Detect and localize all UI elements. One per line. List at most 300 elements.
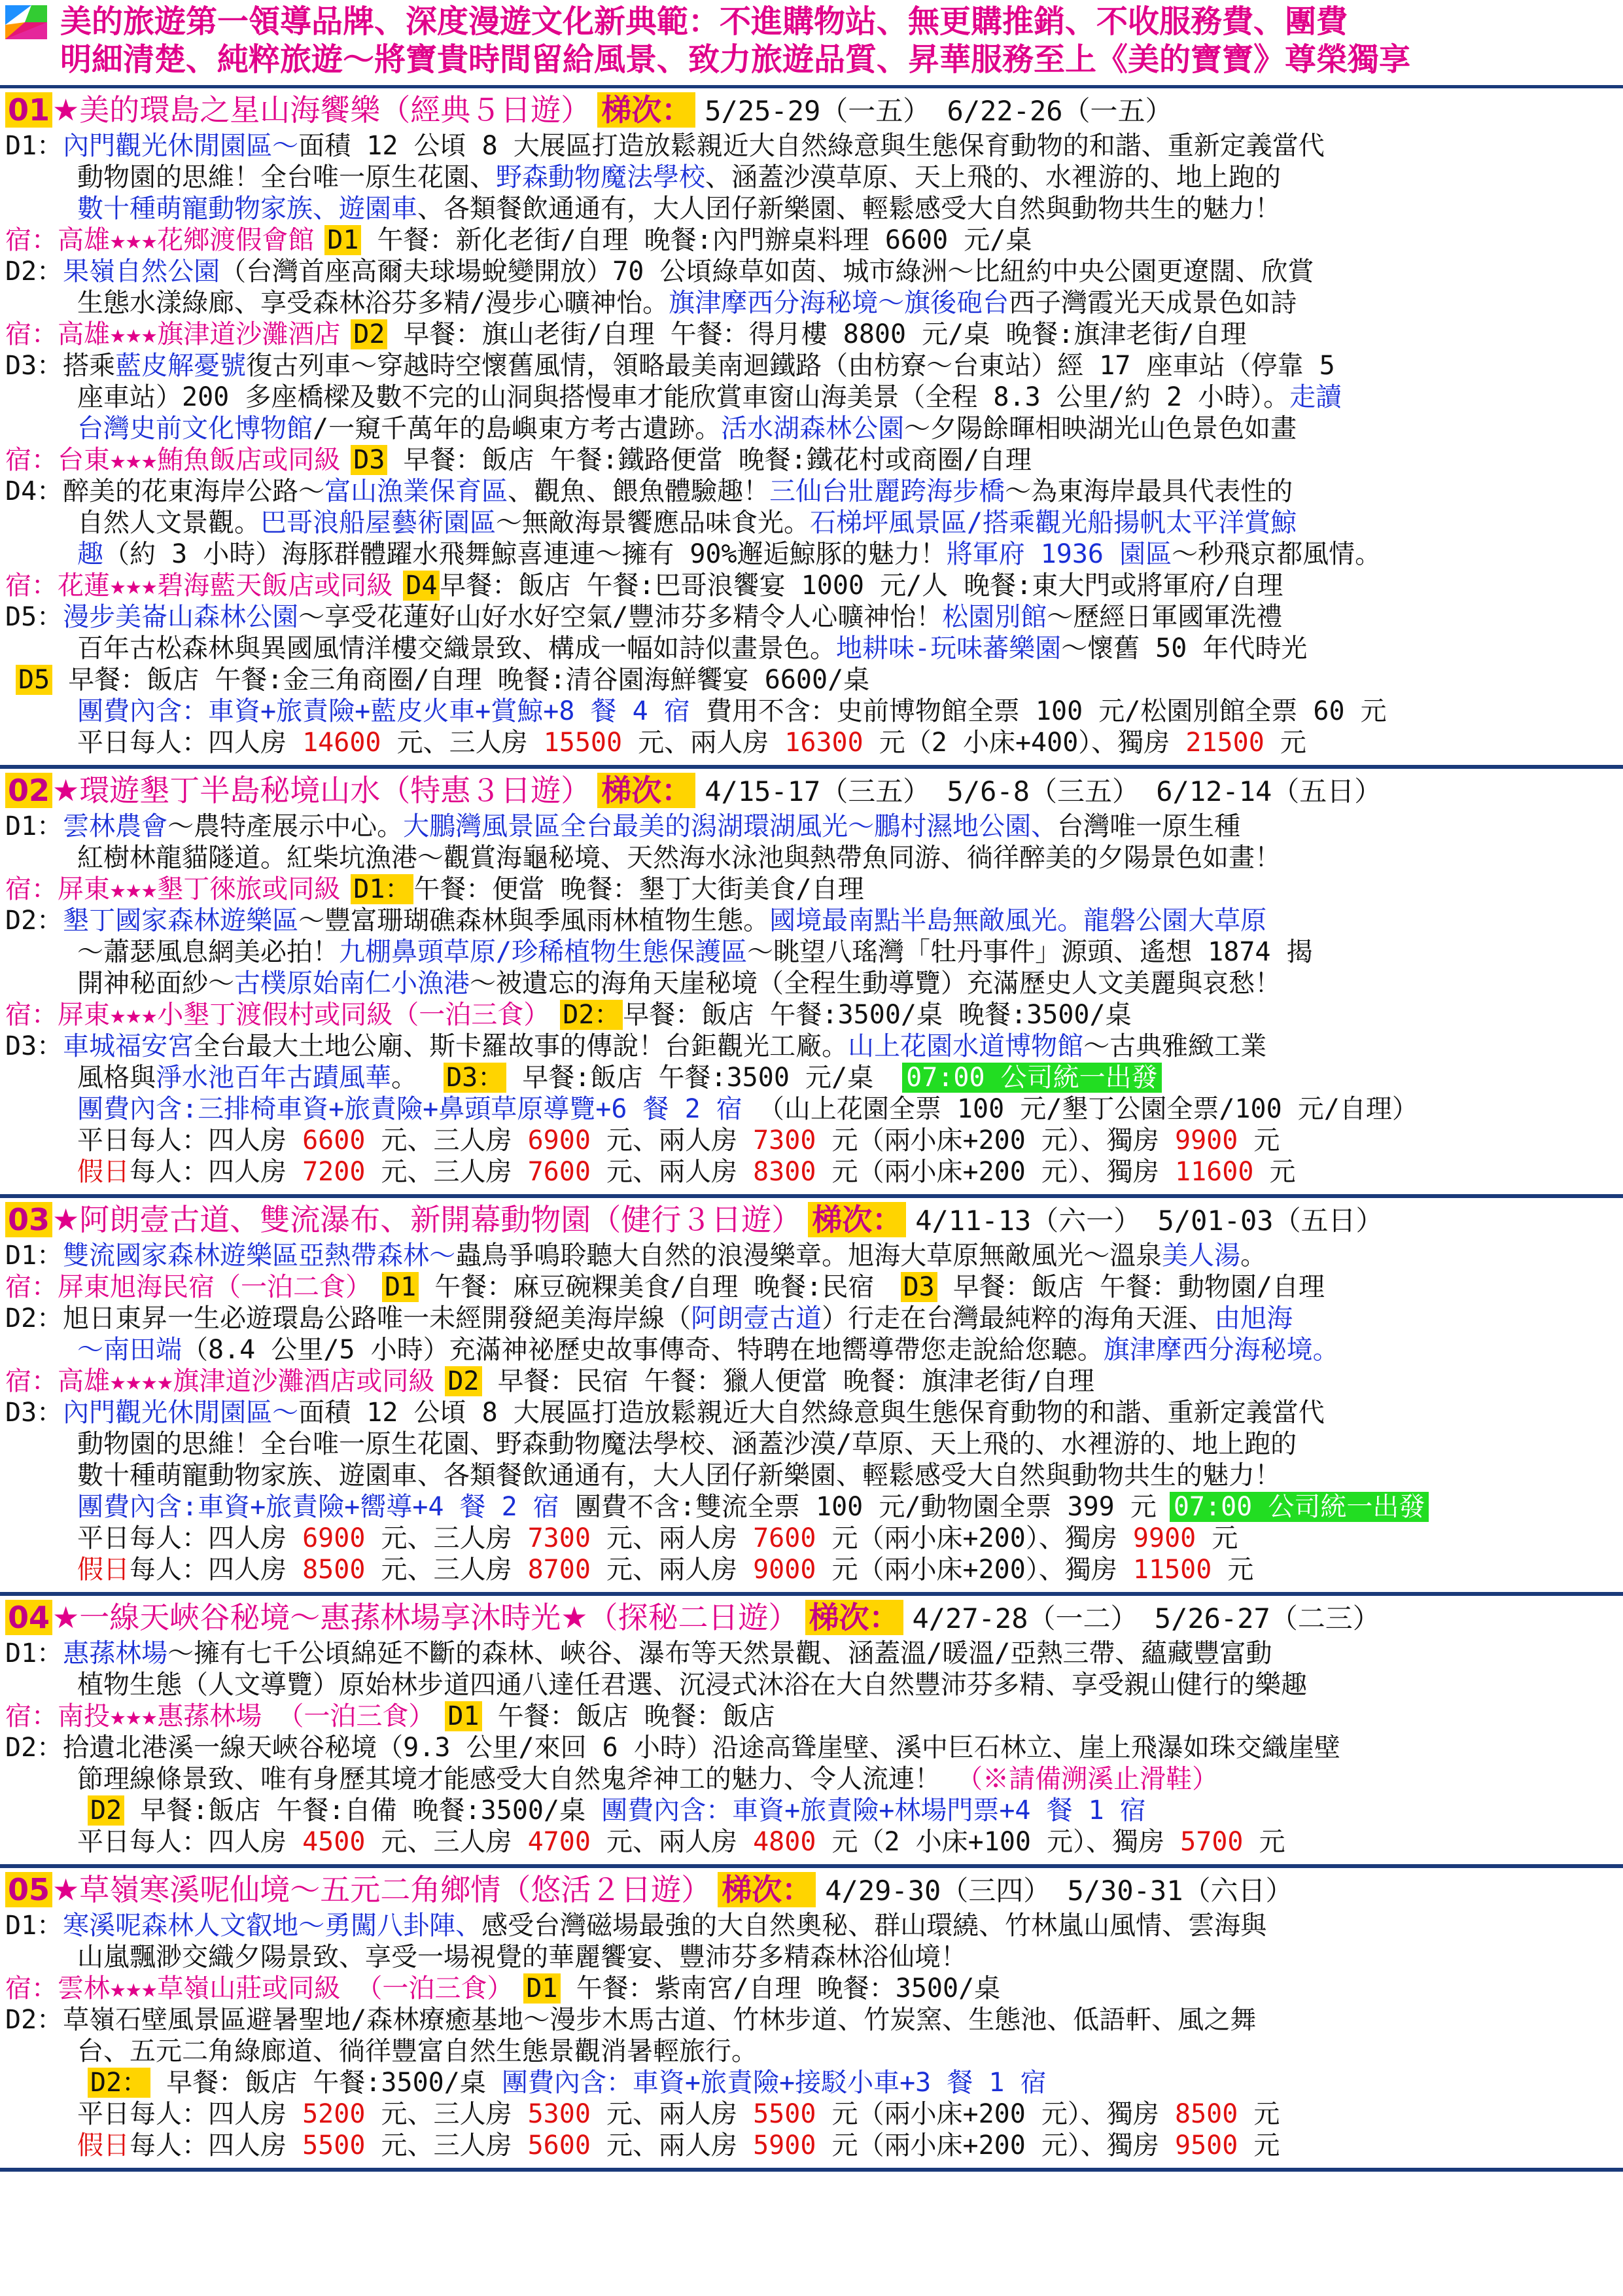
schedule-label: 梯次： [808,1202,906,1237]
schedule-label: 梯次： [805,1600,903,1635]
itinerary-line [5,476,1618,507]
departure-badge: 07:00 公司統一出發 [902,1063,1162,1093]
banner-line-2: 明細清楚、純粹旅遊～將寶貴時間留給風景、致力旅遊品質、昇華服務至上《美的寶寶》尊榮獨享 [60,41,1411,78]
itinerary-text: 節理線條景致、唯有身歷其境才能感受大自然鬼斧神工的魅力、令人流連！ [77,1764,957,1794]
itinerary-text: 5900 [753,2130,816,2161]
itinerary-text: 內門觀光休閒園區～ [63,1398,299,1428]
tour-number: 01 [5,92,52,128]
itinerary-line [5,1093,1618,1125]
itinerary-line [5,1638,1618,1669]
tour-title: ★草嶺寒溪呢仙境～五元二角鄉情（悠活２日遊） [52,1872,712,1907]
itinerary-text: 動物園的思維！全台唯一原生花園、 [77,162,496,192]
itinerary-text: 元、兩人房 [590,2130,754,2161]
itinerary-text: 元（兩小床+200）、獨房 [816,1523,1133,1553]
itinerary-text: 早餐：飯店 午餐:巴哥浪饗宴 1000 元/人 晚餐:東大門或將軍府/自理 [440,571,1283,601]
day-prefix: D2： [5,256,63,287]
tour-title-row [5,1598,1618,1638]
day-tag: D1 [445,1701,481,1731]
itinerary-text: 5500 [302,2130,366,2161]
itinerary-text: 地耕味-玩味蕃樂園 [836,633,1062,663]
itinerary-text: 古樸原始南仁小漁港 [234,968,470,998]
itinerary-text: ～夕陽餘暉相映湖光山色景色如畫 [904,414,1297,444]
itinerary-text: 團費內含：車資+旅責險+接駁小車+3 餐 1 宿 [501,2068,1047,2098]
itinerary-text: 7600 [753,1523,816,1553]
itinerary-text: 8700 [527,1555,591,1585]
itinerary-line [5,936,1618,968]
itinerary-text: 平日每人：四人房 [77,1523,303,1553]
tour-title-row [5,91,1618,130]
itinerary-text: 元（兩小床+200）、獨房 [816,1555,1133,1585]
itinerary-line [5,130,1618,162]
itinerary-text: ～享受花蓮好山好水好空氣/豐沛芬多精令人心曠神怡！ [298,602,943,632]
schedule-dates: 4/29-30（三四） 5/30-31（六日） [825,1875,1293,1907]
itinerary-text: 動物園的思維！全台唯一原生花園、野森動物魔法學校、涵蓋沙漠/草原、天上飛的、水裡游的、地上跑的 [77,1429,1297,1459]
itinerary-text: 風格與 [77,1063,156,1093]
itinerary-text: 拾遺北港溪一線天峽谷秘境（9.3 公里/來回 6 小時）沿途高聳崖壁、溪中巨石林立、崖上飛瀑如珠交織崖壁 [63,1733,1340,1763]
itinerary-line [5,1763,1618,1795]
tour-number: 03 [5,1202,52,1237]
itinerary-line [5,1366,1618,1397]
lodging-label: 宿：高雄★★★旗津道沙灘酒店 [5,319,341,349]
itinerary-line [5,2004,1618,2036]
itinerary-text: 巴哥浪船屋藝術園區 [260,508,496,538]
itinerary-line [5,1428,1618,1460]
itinerary-line [5,444,1618,476]
day-prefix: D3： [5,1398,63,1428]
lodging-label: 宿：屏東旭海民宿（一泊二食） [5,1272,372,1302]
itinerary-text: 百年古松森林與異國風情洋樓交織景致、構成一幅如詩似畫景色。 [77,633,836,663]
tour-title-row [5,771,1618,811]
lodging-label: 宿：雲林★★★草嶺山莊或同級 （一泊三食） [5,1973,514,2004]
itinerary-text: 8500 [302,1555,366,1585]
itinerary-text: 。 [391,1063,434,1093]
itinerary-text: 團費內含:三排椅車資+旅責險+鼻頭草原導覽+6 餐 2 宿 [77,1094,742,1124]
lodging-label: 宿：南投★★★惠蓀林場 （一泊三食） [5,1701,435,1731]
itinerary-text: 紅樹林龍貓隧道。紅柴坑漁港～觀賞海龜秘境、天然海水泳池與熱帶魚同游、徜徉醉美的夕陽景色如畫！ [77,843,1281,873]
itinerary-text: 台、五元二角綠廊道、徜徉豐富自然生態景觀消暑輕旅行。 [77,2036,758,2066]
itinerary-text: 元、三人房 [365,1827,528,1857]
itinerary-text: 阿朗壹古道 [691,1303,822,1333]
itinerary-text: 9900 [1175,1125,1238,1156]
itinerary-text: 九棚鼻頭草原/珍稀植物生態保護區 [339,937,748,967]
day-tag: D1： [351,874,413,904]
itinerary-text: 、涵蓋沙漠草原、天上飛的、水裡游的、地上跑的 [705,162,1281,192]
itinerary-line [5,1397,1618,1428]
itinerary-text: 元 [1196,1523,1238,1553]
tour-section [0,1868,1623,2172]
itinerary-text: 元 [1264,728,1306,758]
itinerary-text: 。 [1240,1241,1267,1271]
itinerary-text: 16300 [784,728,864,758]
itinerary-text: （8.4 公里/5 小時）充滿神祕歷史故事傳奇、特聘在地嚮導帶您走說給您聽。 [182,1335,1104,1365]
itinerary-text: 數十種萌寵動物家族、遊園車、各類餐飲通通有，大人囝仔新樂園、輕鬆感受大自然與動物共生的魅力！ [77,1460,1281,1491]
itinerary-line [5,319,1618,350]
itinerary-text: 21500 [1185,728,1265,758]
day-tag: D1 [523,1973,560,2004]
itinerary-text: 元、兩人房 [590,2099,754,2129]
itinerary-text: 醉美的花東海岸公路～ [63,476,325,506]
itinerary-text: 面積 12 公頃 8 大展區打造放鬆親近大自然綠意與生態保育動物的和諧、重新定義當代 [298,131,1325,161]
itinerary-line [5,1701,1618,1732]
itinerary-text: 早餐：飯店 午餐：動物園/自理 [937,1272,1325,1302]
itinerary-text: 元（兩小床+200 元）、獨房 [816,1157,1175,1187]
itinerary-line [5,2130,1618,2161]
itinerary-text: 早餐：飯店 午餐:金三角商圈/自理 晚餐:清谷園海鮮饗宴 6600/桌 [52,665,870,695]
itinerary-text: 14600 [302,728,381,758]
itinerary-line [5,1554,1618,1585]
itinerary-line [5,1271,1618,1303]
itinerary-text: 6600 [302,1125,366,1156]
itinerary-text: 元、三人房 [365,2130,528,2161]
itinerary-text: 平日每人：四人房 [77,1827,303,1857]
tour-title: ★美的環島之星山海饗樂（經典５日遊） [52,92,591,128]
day-tag: D1 [324,225,361,255]
tour-title: ★阿朗壹古道、雙流瀑布、新開幕動物園（健行３日遊） [52,1202,802,1237]
itinerary-line [5,1732,1618,1763]
itinerary-text: 團費不含:雙流全票 100 元/動物園全票 399 元 [559,1492,1157,1522]
itinerary-text: （山上花園全票 100 元/墾丁公園全票/100 元/自理） [742,1094,1418,1124]
itinerary-line [5,507,1618,539]
schedule-dates: 4/15-17（三五） 5/6-8（三五） 6/12-14（五日） [705,775,1382,807]
day-tag: D3 [351,445,387,475]
day-prefix: D3： [5,351,63,381]
day-tag: D2： [88,2068,150,2098]
day-tag: D1 [382,1272,419,1302]
itinerary-text: 西子灣霞光天成景色如詩 [1009,288,1297,318]
banner-line-1: 美的旅遊第一領導品牌、深度漫遊文化新典範：不進購物站、無更購推銷、不收服務費、團費 [60,3,1348,40]
itinerary-line [5,162,1618,193]
itinerary-text: 將軍府 1936 園區 [946,539,1172,569]
itinerary-line [5,601,1618,633]
itinerary-text: 座車站）200 多座橋樑及數不完的山洞與搭慢車才能欣賞車窗山海美景（全程 8.3 公里/約 2 小時）。 [77,382,1290,412]
itinerary-text: 9500 [1175,2130,1238,2161]
itinerary-line [5,905,1618,936]
itinerary-text: 每人：四人房 [130,1555,303,1585]
itinerary-text: 早餐:飯店 午餐:自備 晚餐:3500/桌 [124,1795,602,1826]
lodging-label: 宿：屏東★★★小墾丁渡假村或同級（一泊三食） [5,1000,550,1030]
itinerary-text: 墾丁國家森林遊樂區 [63,906,299,936]
itinerary-text: 野森動物魔法學校 [496,162,705,192]
itinerary-text: （台灣首座高爾夫球場蛻變開放）70 公頃綠草如茵、城市綠洲～比紐約中央公園更遼闊、欣賞 [220,256,1314,287]
itinerary-text: 5600 [527,2130,591,2161]
schedule-dates: 4/27-28（一二） 5/26-27（二三） [912,1602,1380,1634]
itinerary-text: 國境最南點半島無敵風光。龍磐公園大草原 [769,906,1267,936]
itinerary-text: 15500 [543,728,623,758]
itinerary-line [5,874,1618,905]
day-prefix: D1： [5,131,63,161]
itinerary-line [5,968,1618,999]
itinerary-text: 、各類餐飲通通有，大人囝仔新樂園、輕鬆感受大自然與動物共生的魅力！ [417,194,1281,224]
itinerary-text: ～歷經日軍國軍洗禮 [1047,602,1283,632]
itinerary-text: 早餐:飯店 午餐:3500 元/桌 [506,1063,890,1093]
itinerary-text: 自然人文景觀。 [77,508,260,538]
itinerary-text: 6900 [302,1523,366,1553]
itinerary-text: 植物生態（人文導覽）原始林步道四通八達任君選、沉浸式沐浴在大自然豐沛芬多精、享受親山健行的樂趣 [77,1670,1307,1700]
itinerary-text: 生態水漾綠廊、享受森林浴芬多精/漫步心曠神怡。 [77,288,669,318]
tour-title-row [5,1201,1618,1240]
header-banner [0,0,1623,88]
day-prefix: D1： [5,1241,63,1271]
itinerary-text: 元、兩人房 [590,1827,754,1857]
itinerary-text: 元、兩人房 [590,1523,754,1553]
itinerary-text: 5700 [1180,1827,1244,1857]
itinerary-text: 每人：四人房 [130,1157,303,1187]
day-prefix: D1： [5,1911,63,1941]
itinerary-text: 午餐：紫南宮/自理 晚餐：3500/桌 [560,1973,1001,2004]
itinerary-text: 石梯坪風景區/搭乘觀光船揚帆太平洋賞鯨 [810,508,1297,538]
tour-number: 05 [5,1872,52,1907]
itinerary-line [5,2036,1618,2067]
itinerary-line [5,1031,1618,1062]
itinerary-line [5,811,1618,842]
itinerary-text: （※請備溯溪止滑鞋） [956,1764,1219,1794]
itinerary-text: 元、兩人房 [590,1157,754,1187]
itinerary-text: 元、三人房 [365,2099,528,2129]
itinerary-text: 元、兩人房 [622,728,785,758]
itinerary-text: 4700 [527,1827,591,1857]
itinerary-text: 假日 [77,1555,130,1585]
itinerary-text: 元、三人房 [365,1555,528,1585]
itinerary-text: 旭日東昇一生必遊環島公路唯一未經開發絕美海岸線（ [63,1303,691,1333]
itinerary-text: ～被遺忘的海角天崖秘境（全程生動導覽）充滿歷史人文美麗與哀愁！ [470,968,1281,998]
itinerary-text: 7200 [302,1157,366,1187]
itinerary-text: 富山漁業保育區 [324,476,508,506]
itinerary-line [5,193,1618,224]
itinerary-text: 元 [1253,1157,1296,1187]
itinerary-text: 走讀 [1289,382,1342,412]
itinerary-text: ～懷舊 50 年代時光 [1061,633,1308,663]
itinerary-text: 元 [1243,1827,1285,1857]
schedule-label: 梯次： [597,92,695,128]
itinerary-text: 元（2 小床+400）、獨房 [863,728,1186,758]
itinerary-line [5,381,1618,413]
itinerary-text: ～蕭瑟風息網美必拍！ [77,937,339,967]
itinerary-text: 元 [1238,2099,1280,2129]
logo-icon [5,5,47,39]
itinerary-text: 早餐：飯店 午餐:3500/桌 晚餐:3500/桌 [623,1000,1132,1030]
itinerary-text: 全台最大土地公廟、斯卡羅故事的傳說！台鉅觀光工廠。 [194,1031,848,1061]
day-tag: D4 [403,571,440,601]
day-prefix: D2： [5,1733,63,1763]
itinerary-text: 山嵐飄渺交織夕陽景致、享受一場視覺的華麗饗宴、豐沛芬多精森林浴仙境！ [77,1942,967,1972]
itinerary-text: /一窺千萬年的島嶼東方考古遺跡。 [313,414,722,444]
itinerary-text: 松園別館 [942,602,1047,632]
tour-section [0,769,1623,1198]
itinerary-text: 元（兩小床+200 元）、獨房 [816,2130,1175,2161]
itinerary-line [5,1062,1618,1093]
day-tag: D2 [351,319,387,349]
itinerary-text: 元 [1238,2130,1280,2161]
day-prefix: D5： [5,602,63,632]
itinerary-text: 果嶺自然公園 [63,256,220,287]
lodging-label: 宿：高雄★★★花鄉渡假會館 [5,225,315,255]
itinerary-text: ～眺望八瑤灣「牡丹事件」源頭、遙想 1874 揭 [747,937,1313,967]
itinerary-text: 元（2 小床+100 元）、獨房 [816,1827,1181,1857]
itinerary-text: 7600 [527,1157,591,1187]
itinerary-line [5,1460,1618,1491]
itinerary-text: 每人：四人房 [130,2130,303,2161]
itinerary-text: ～豐富珊瑚礁森林與季風雨林植物生態。 [298,906,770,936]
itinerary-text: ～為東海岸最具代表性的 [1005,476,1293,506]
itinerary-text: 5200 [302,2099,366,2129]
itinerary-text: 三仙台壯麗跨海步橋 [769,476,1005,506]
itinerary-text: 淨水池百年古蹟風華 [156,1063,391,1093]
itinerary-text: 元、兩人房 [590,1125,754,1156]
day-prefix: D4： [5,476,63,506]
itinerary-text: 山上花園水道博物館 [848,1031,1084,1061]
itinerary-line [5,1334,1618,1366]
itinerary-text: 台灣唯一原生種 [1057,811,1241,841]
itinerary-text: 4500 [302,1827,366,1857]
day-prefix: D1： [5,1638,63,1669]
itinerary-text: 美人湯 [1162,1241,1241,1271]
itinerary-line [5,1941,1618,1973]
lodging-label: 宿：屏東★★★墾丁徠旅或同級 [5,874,341,904]
itinerary-text: 6900 [527,1125,591,1156]
day-prefix: D2： [5,2005,63,2035]
itinerary-line [5,633,1618,664]
itinerary-text: 由旭海 [1214,1303,1293,1333]
itinerary-text: 大鵬灣風景區全台最美的潟湖環湖風光～鵬村濕地公園、 [403,811,1058,841]
schedule-label: 梯次： [597,773,695,808]
itinerary-text: 團費內含:車資+旅責險+嚮導+4 餐 2 宿 [77,1492,559,1522]
itinerary-line [5,696,1618,727]
itinerary-text: 草嶺石壁風景區避暑聖地/森林療癒基地～漫步木馬古道、竹林步道、竹炭窯、生態池、低語軒、風之舞 [63,2005,1257,2035]
day-prefix: D2： [5,906,63,936]
itinerary-text: 早餐：旗山老街/自理 午餐：得月樓 8800 元/桌 晚餐:旗津老街/自理 [387,319,1247,349]
itinerary-text: 平日每人：四人房 [77,728,303,758]
itinerary-text: 元、三人房 [365,1523,528,1553]
tour-section [0,1198,1623,1596]
tour-number: 02 [5,773,52,808]
itinerary-text: 活水湖森林公園 [721,414,905,444]
itinerary-text: 元、三人房 [365,1157,528,1187]
schedule-dates: 4/11-13（六一） 5/01-03（五日） [915,1205,1384,1237]
itinerary-text: ～擁有七千公頃綿延不斷的森林、峽谷、瀑布等天然景觀、涵蓋溫/暖溫/亞熱三帶、蘊藏豐富動 [167,1638,1272,1669]
itinerary-text: 惠蓀林場 [63,1638,168,1669]
itinerary-text: 開神秘面紗～ [77,968,234,998]
itinerary-line [5,999,1618,1031]
itinerary-text: 早餐：飯店 午餐:鐵路便當 晚餐:鐵花村或商圈/自理 [387,445,1032,475]
itinerary-text: 9000 [753,1555,816,1585]
itinerary-line [5,1491,1618,1523]
tour-number: 04 [5,1600,52,1635]
itinerary-line [5,287,1618,319]
itinerary-text: 復古列車～穿越時空懷舊風情，領略最美南迴鐵路（由枋寮～台東站）經 17 座車站（停靠 5 [246,351,1335,381]
itinerary-line [5,1523,1618,1554]
itinerary-text: 雲林農會 [63,811,168,841]
day-prefix: D2： [5,1303,63,1333]
itinerary-text: 元（兩小床+200 元）、獨房 [816,1125,1175,1156]
itinerary-line [5,1125,1618,1156]
itinerary-text: 雙流國家森林遊樂區亞熱帶森林～ [63,1241,456,1271]
itinerary-text: 元（兩小床+200 元）、獨房 [816,2099,1175,2129]
itinerary-text: 蟲鳥爭鳴聆聽大自然的浪漫樂章。旭海大草原無敵風光～溫泉 [455,1241,1162,1271]
itinerary-text: ～秒飛京都風情。 [1172,539,1382,569]
itinerary-text: 11600 [1175,1157,1254,1187]
itinerary-line [5,539,1618,570]
lodging-label: 宿：台東★★★鮪魚飯店或同級 [5,445,341,475]
itinerary-line [5,1669,1618,1701]
itinerary-text: 4800 [753,1827,816,1857]
itinerary-text: 藍皮解憂號 [115,351,247,381]
itinerary-line [5,664,1618,696]
itinerary-line [5,1826,1618,1858]
itinerary-text: ～農特產展示中心。 [167,811,404,841]
itinerary-text: 台灣史前文化博物館 [77,414,313,444]
itinerary-text: 7300 [527,1523,591,1553]
itinerary-text: 平日每人：四人房 [77,2099,303,2129]
itinerary-text: 元 [1238,1125,1280,1156]
itinerary-text: 5300 [527,2099,591,2129]
itinerary-line [5,1795,1618,1826]
day-prefix: D1： [5,811,63,841]
itinerary-text: 元、兩人房 [590,1555,754,1585]
itinerary-text: 搭乘 [63,351,116,381]
itinerary-text: 感受台灣磁場最強的大自然奧秘、群山環繞、竹林嵐山風情、雲海與 [481,1911,1267,1941]
itinerary-line [5,224,1618,256]
tour-section [0,88,1623,769]
day-prefix: D3： [5,1031,63,1061]
day-tag: D2： [560,1000,623,1030]
itinerary-text: 車城福安宮 [63,1031,194,1061]
itinerary-line [5,1910,1618,1941]
itinerary-text: 元、三人房 [381,728,544,758]
itinerary-text: 漫步美崙山森林公園 [63,602,299,632]
itinerary-line [5,413,1618,444]
itinerary-text: 寒溪呢森林人文叡地～勇闖八卦陣、 [63,1911,482,1941]
itinerary-text: 午餐：便當 晚餐：墾丁大街美食/自理 [413,874,864,904]
itinerary-text: 8300 [753,1157,816,1187]
itinerary-text: 11500 [1132,1555,1212,1585]
itinerary-line [5,2098,1618,2130]
itinerary-text: 8500 [1175,2099,1238,2129]
itinerary-text: 早餐：民宿 午餐：獵人便當 晚餐：旗津老街/自理 [481,1366,1094,1396]
itinerary-text: 元 [1212,1555,1254,1585]
itinerary-text: ）行走在台灣最純粹的海角天涯、 [822,1303,1215,1333]
itinerary-text: 內門觀光休閒園區～ [63,131,299,161]
itinerary-text: 團費內含：車資+旅責險+藍皮火車+賞鯨+8 餐 4 宿 [77,696,690,726]
day-tag: D2 [88,1795,124,1826]
itinerary-line [5,1240,1618,1271]
lodging-label: 宿：高雄★★★★旗津道沙灘酒店或同級 [5,1366,435,1396]
itinerary-text: 旗津摩西分海秘境～旗後砲台 [669,288,1009,318]
itinerary-line [5,350,1618,381]
itinerary-text: 數十種萌寵動物家族、遊園車 [77,194,417,224]
itinerary-text: 午餐：新化老街/自理 晚餐:內門辦桌料理 6600 元/桌 [361,225,1032,255]
tour-title: ★環遊墾丁半島秘境山水（特惠３日遊） [52,773,591,808]
itinerary-text: 早餐：飯店 午餐:3500/桌 [150,2068,502,2098]
itinerary-text: 平日每人：四人房 [77,1125,303,1156]
itinerary-text: 假日 [77,2130,130,2161]
tour-title: ★一線天峽谷秘境～惠蓀林場享沐時光★（探秘二日遊） [52,1600,799,1635]
itinerary-text: 5500 [753,2099,816,2129]
itinerary-text: 面積 12 公頃 8 大展區打造放鬆親近大自然綠意與生態保育動物的和諧、重新定義當代 [298,1398,1325,1428]
tour-section [0,1596,1623,1868]
itinerary-text: 午餐：麻豆碗粿美食/自理 晚餐:民宿 [419,1272,890,1302]
itinerary-text: ～南田端 [77,1335,182,1365]
itinerary-text: ～古典雅緻工業 [1083,1031,1267,1061]
itinerary-text: 9900 [1132,1523,1196,1553]
itinerary-text: ～無敵海景饗應品味食光。 [496,508,810,538]
itinerary-line [5,1973,1618,2004]
tour-list [0,88,1623,2172]
schedule-label: 梯次： [718,1872,816,1907]
itinerary-text: 費用不含：史前博物館全票 100 元/松園別館全票 60 元 [689,696,1387,726]
itinerary-line [5,570,1618,601]
itinerary-line [5,256,1618,287]
itinerary-line [5,842,1618,874]
